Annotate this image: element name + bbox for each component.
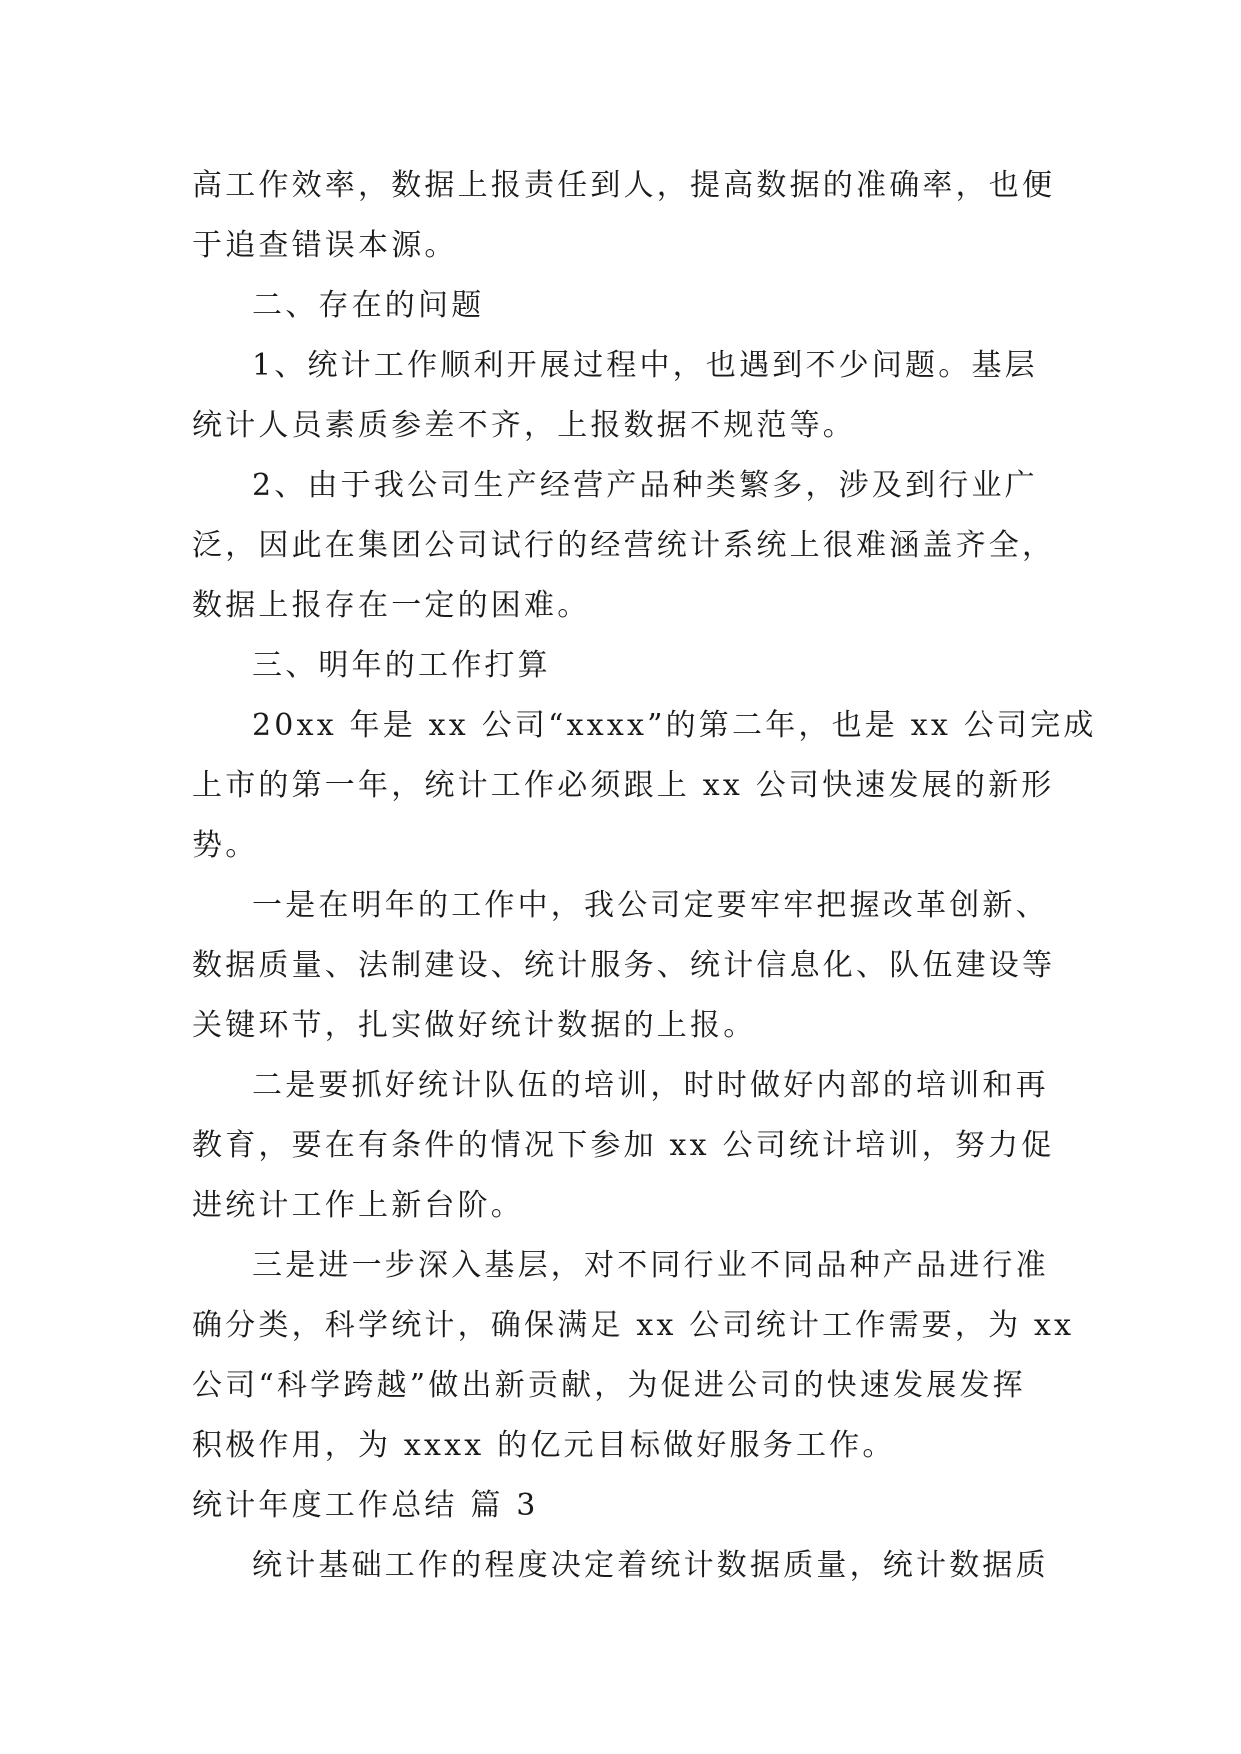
problem-2 — [192, 456, 1056, 636]
document-body — [192, 156, 1097, 1596]
text-line: 确分类，科学统计，确保满足 xx 公司统计工作需要，为 xx — [192, 1308, 1075, 1343]
text-line: 三、明年的工作打算 — [252, 648, 551, 683]
text-line: 教育，要在有条件的情况下参加 xx 公司统计培训，努力促 — [192, 1128, 1055, 1163]
article-title-3 — [192, 1476, 1052, 1536]
text-line: 一是在明年的工作中，我公司定要牢牢把握改革创新、 — [252, 888, 1049, 923]
plan-1 — [192, 876, 1056, 1056]
text-line: 二、存在的问题 — [252, 288, 485, 323]
text-line: 1、统计工作顺利开展过程中，也遇到不少问题。基层 — [252, 348, 1038, 383]
text-line: 统计基础工作的程度决定着统计数据质量，统计数据质 — [252, 1548, 1049, 1583]
section-heading-plan — [192, 636, 1052, 696]
text-line: 于追查错误本源。 — [192, 228, 458, 263]
text-line: 数据质量、法制建设、统计服务、统计信息化、队伍建设等 — [192, 948, 1056, 983]
text-line: 数据上报存在一定的困难。 — [192, 588, 591, 623]
text-line: 关键环节，扎实做好统计数据的上报。 — [192, 1008, 757, 1043]
text-line: 二是要抓好统计队伍的培训，时时做好内部的培训和再 — [252, 1068, 1049, 1103]
section-heading-problems — [192, 276, 1052, 336]
text-line: 上市的第一年，统计工作必须跟上 xx 公司快速发展的新形 — [192, 768, 1055, 803]
text-line: 高工作效率，数据上报责任到人，提高数据的准确率，也便 — [192, 168, 1056, 203]
text-line: 进统计工作上新台阶。 — [192, 1188, 524, 1223]
text-line: 公司“科学跨越”做出新贡献，为促进公司的快速发展发挥 — [192, 1368, 1026, 1403]
text-line: 2、由于我公司生产经营产品种类繁多，涉及到行业广 — [252, 468, 1038, 503]
text-line: 统计年度工作总结 篇 3 — [192, 1488, 539, 1523]
plan-3 — [192, 1236, 1075, 1476]
plan-intro — [192, 696, 1097, 876]
text-line: 统计人员素质参差不齐，上报数据不规范等。 — [192, 408, 856, 443]
text-line: 积极作用，为 xxxx 的亿元目标做好服务工作。 — [192, 1428, 896, 1463]
text-line: 20xx 年是 xx 公司“xxxx”的第二年，也是 xx 公司完成 — [252, 708, 1097, 743]
text-line: 势。 — [192, 828, 259, 863]
text-line: 三是进一步深入基层，对不同行业不同品种产品进行准 — [252, 1248, 1049, 1283]
problem-1 — [192, 336, 1052, 456]
plan-2 — [192, 1056, 1055, 1236]
text-line: 泛，因此在集团公司试行的经营统计系统上很难涵盖齐全， — [192, 528, 1056, 563]
article-3-opening — [192, 1536, 1052, 1596]
para-continued — [192, 156, 1056, 276]
